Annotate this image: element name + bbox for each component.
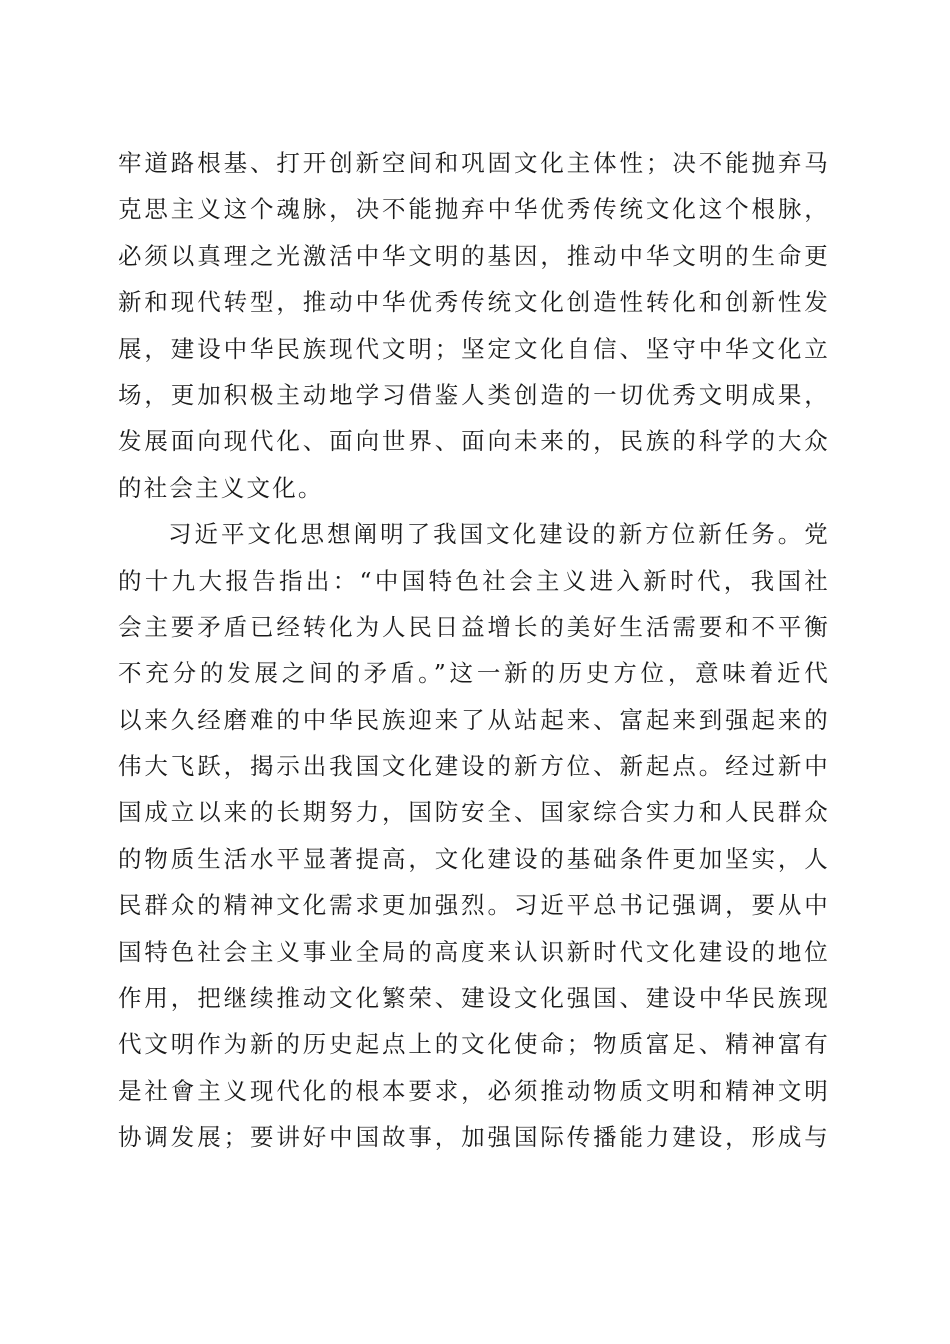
text-line: 的十九大报告指出：“中国特色社会主义进入新时代，我国社 bbox=[118, 566, 830, 595]
text-line: 展，建设中华民族现代文明；坚定文化自信、坚守中华文化立 bbox=[118, 334, 830, 363]
text-line: 发展面向现代化、面向世界、面向未来的，民族的科学的大众 bbox=[118, 427, 830, 456]
paragraph-first-line: 习近平文化思想阐明了我国文化建设的新方位新任务。党 bbox=[168, 520, 830, 549]
text-line: 会主要矛盾已经转化为人民日益增长的美好生活需要和不平衡 bbox=[118, 612, 830, 641]
text-line: 必须以真理之光激活中华文明的基因，推动中华文明的生命更 bbox=[118, 241, 830, 270]
text-line: 伟大飞跃，揭示出我国文化建设的新方位、新起点。经过新中 bbox=[118, 752, 830, 781]
text-line: 民群众的精神文化需求更加强烈。习近平总书记强调，要从中 bbox=[118, 891, 830, 920]
text-line: 国特色社会主义事业全局的高度来认识新时代文化建设的地位 bbox=[118, 937, 830, 966]
text-line: 克思主义这个魂脉，决不能抛弃中华优秀传统文化这个根脉， bbox=[118, 195, 830, 224]
text-line: 新和现代转型，推动中华优秀传统文化创造性转化和创新性发 bbox=[118, 288, 830, 317]
text-line: 是社會主义现代化的根本要求，必须推动物质文明和精神文明 bbox=[118, 1076, 830, 1105]
text-line: 不充分的发展之间的矛盾。”这一新的历史方位，意味着近代 bbox=[118, 659, 830, 688]
text-line: 代文明作为新的历史起点上的文化使命；物质富足、精神富有 bbox=[118, 1030, 830, 1059]
text-line: 协调发展；要讲好中国故事，加强国际传播能力建设，形成与 bbox=[118, 1123, 830, 1152]
text-line: 的物质生活水平显著提高，文化建设的基础条件更加坚实，人 bbox=[118, 844, 830, 873]
text-line: 牢道路根基、打开创新空间和巩固文化主体性；决不能抛弃马 bbox=[118, 149, 830, 177]
text-line: 作用，把继续推动文化繁荣、建设文化强国、建设中华民族现 bbox=[118, 984, 830, 1013]
text-line: 的社会主义文化。 bbox=[118, 473, 324, 502]
body-text bbox=[118, 140, 830, 1161]
text-line: 以来久经磨难的中华民族迎来了从站起来、富起来到强起来的 bbox=[118, 705, 830, 734]
text-line: 场，更加积极主动地学习借鉴人类创造的一切优秀文明成果， bbox=[118, 380, 830, 409]
text-line: 国成立以来的长期努力，国防安全、国家综合实力和人民群众 bbox=[118, 798, 830, 827]
